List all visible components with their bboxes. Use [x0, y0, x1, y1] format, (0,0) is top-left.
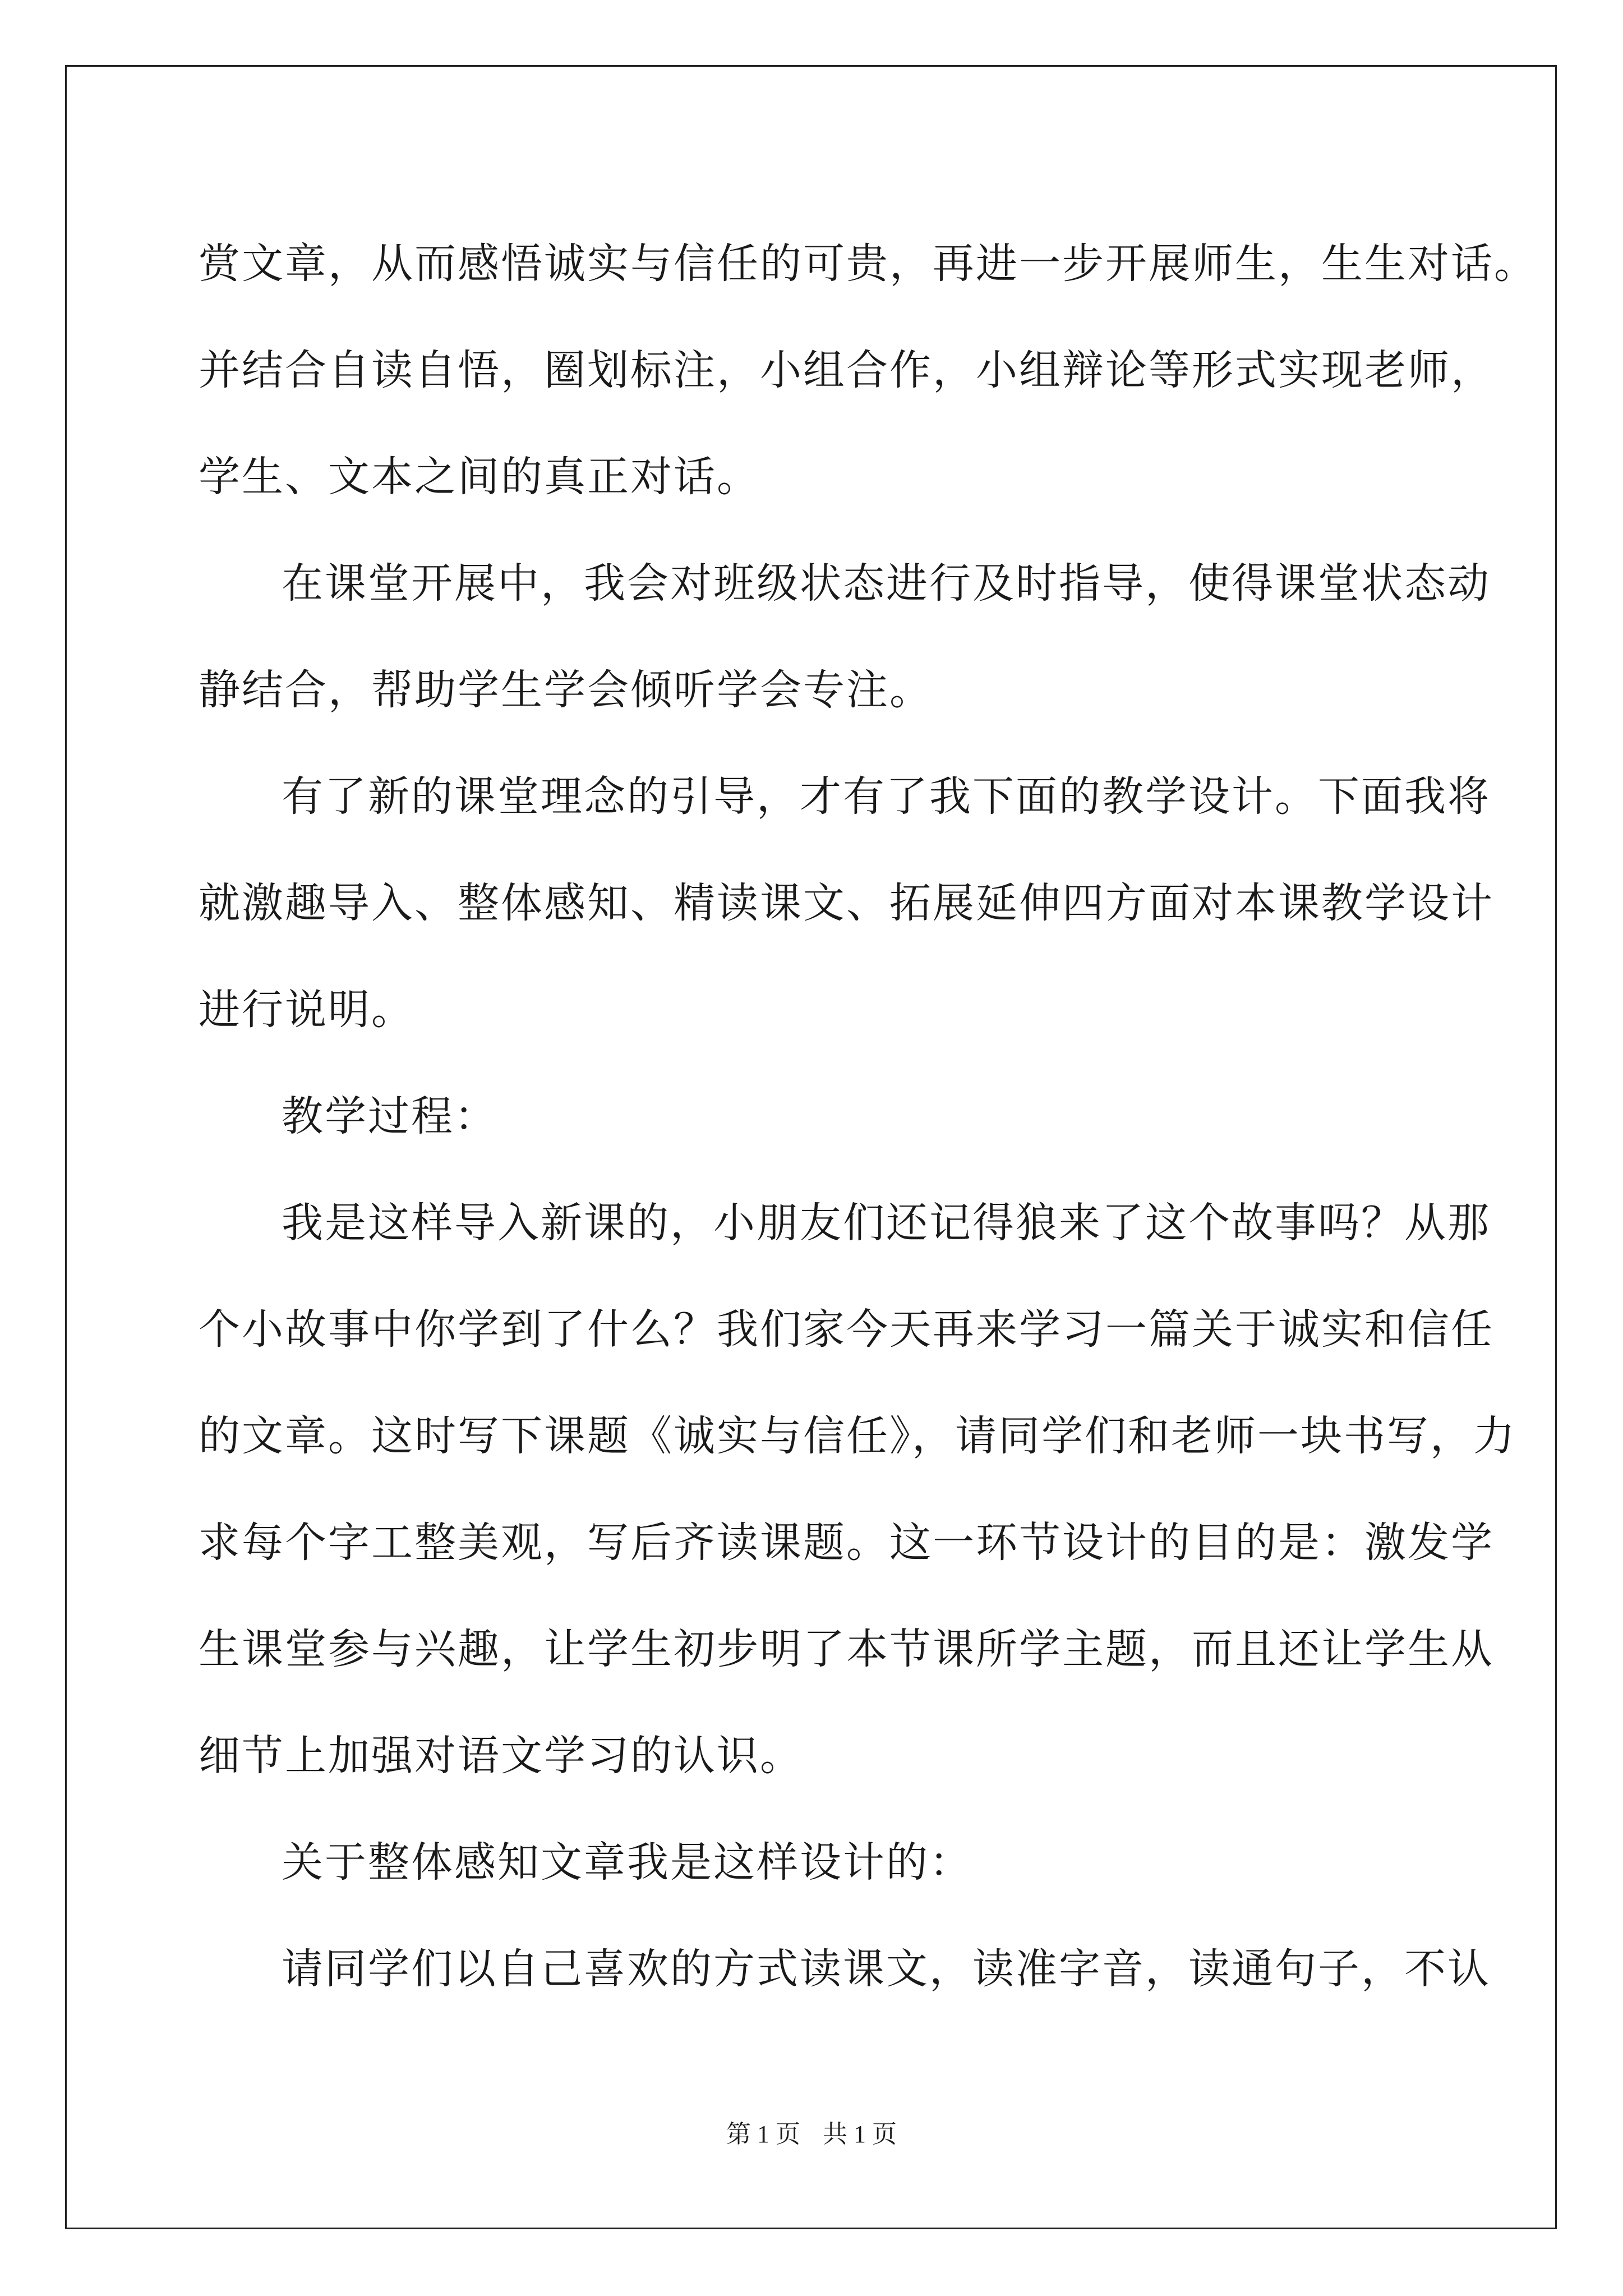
text-line: 细节上加强对语文学习的认识。: [199, 1732, 803, 1780]
text-line: 个小故事中你学到了什么？我们家今天再来学习一篇关于诚实和信任: [199, 1305, 1494, 1354]
page-number: 第 1 页: [726, 2120, 800, 2148]
text-line: 的文章。这时写下课题《诚实与信任》，请同学们和老师一块书写，力: [199, 1412, 1516, 1460]
paragraph-start-line: 我是这样导入新课的，小朋友们还记得狼来了这个故事吗？从那: [282, 1199, 1491, 1247]
text-line: 并结合自读自悟，圈划标注，小组合作，小组辩论等形式实现老师，: [199, 346, 1494, 394]
text-line: 求每个字工整美观，写后齐读课题。这一环节设计的目的是：激发学: [199, 1519, 1494, 1567]
paragraph-start-line: 请同学们以自己喜欢的方式读课文，读准字音，读通句子，不认: [282, 1945, 1491, 1993]
text-line: 进行说明。: [199, 986, 414, 1034]
text-line: 学生、文本之间的真正对话。: [199, 453, 760, 501]
text-line: 就激趣导入、整体感知、精读课文、拓展延伸四方面对本课教学设计: [199, 879, 1494, 927]
document-body: [199, 210, 1537, 2022]
section-heading-line: 教学过程：: [282, 1092, 497, 1140]
page-footer: [0, 2114, 1623, 2150]
page-count: 共 1 页: [823, 2120, 897, 2148]
paragraph-start-line: 有了新的课堂理念的引导，才有了我下面的教学设计。下面我将: [282, 772, 1491, 821]
paragraph-start-line: 在课堂开展中，我会对班级状态进行及时指导，使得课堂状态动: [282, 559, 1491, 608]
text-line: 静结合，帮助学生学会倾听学会专注。: [199, 666, 933, 714]
paragraph-start-line: 关于整体感知文章我是这样设计的：: [282, 1838, 972, 1887]
text-line: 生课堂参与兴趣，让学生初步明了本节课所学主题，而且还让学生从: [199, 1625, 1494, 1673]
text-line: 赏文章，从而感悟诚实与信任的可贵，再进一步开展师生，生生对话。: [199, 240, 1537, 288]
